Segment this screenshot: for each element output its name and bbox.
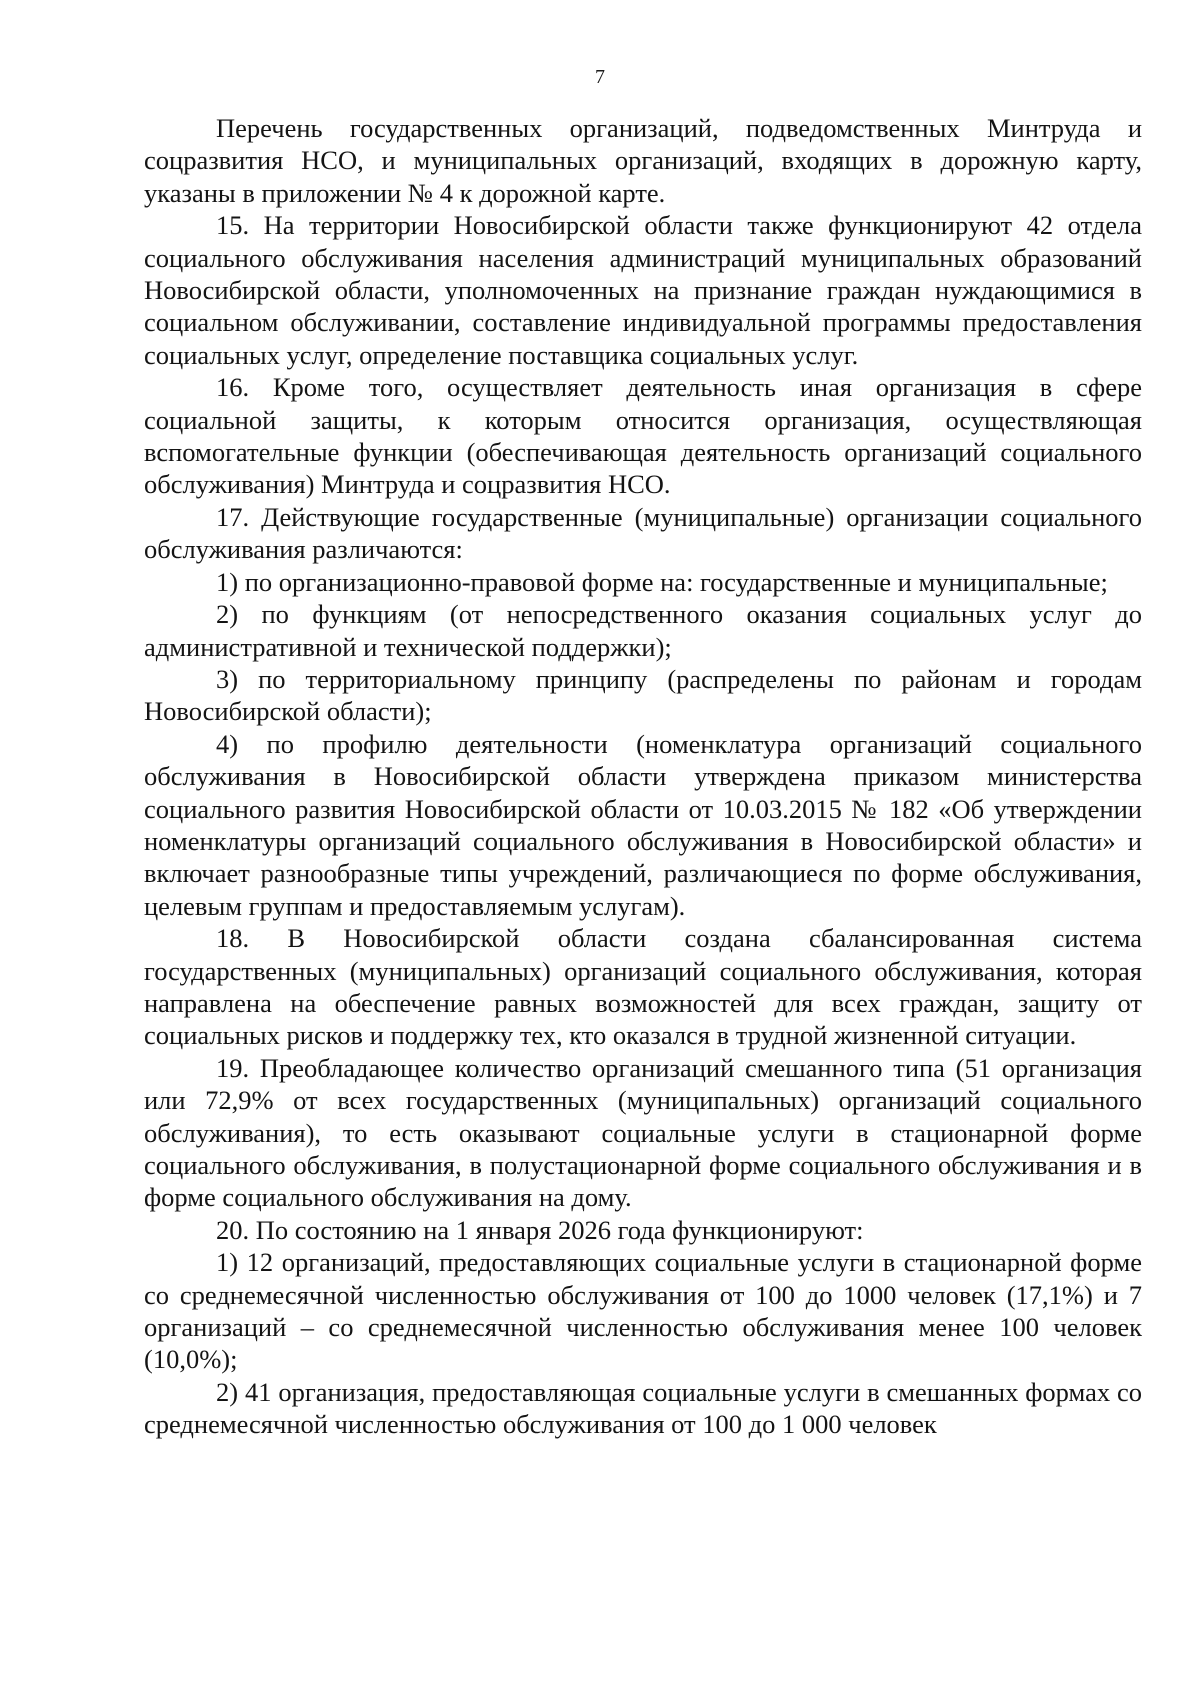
paragraph-20: 20. По состоянию на 1 января 2026 года функционируют: [216,1214,864,1245]
paragraph-18: 18. В Новосибирской области создана сбалансированная система государственных (муниципальных) организаций социального обслуживания, которая направлена на обеспечение равных возможностей для всех граждан, защиту от социальных рисков и поддержку тех, кто оказался в трудной жизненной ситуации. [144,923,1142,1051]
page-number: 7 [595,66,605,88]
paragraph-17-item-4: 4) по профилю деятельности (номенклатура организаций социального обслуживания в Новосибирской области утверждена приказом министерства социального развития Новосибирской области от 10.03.2015 № 182 «Об утверждении номенклатуры организаций социального обслуживания в Новосибирской области» и включает разнообразные типы учреждений, различающиеся по форме обслуживания, целевым группам и предоставляемым услугам). [144,728,1142,921]
paragraph-17: 17. Действующие государственные (муниципальные) организации социального обслуживания различаются: [144,501,1142,565]
document-body [144,112,1142,1441]
paragraph-list-reference: Перечень государственных организаций, подведомственных Минтруда и соцразвития НСО, и муниципальных организаций, входящих в дорожную карту, указаны в приложении № 4 к дорожной карте. [144,113,1142,208]
paragraph-17-item-3: 3) по территориальному принципу (распределены по районам и городам Новосибирской области); [144,663,1142,727]
paragraph-15: 15. На территории Новосибирской области также функционируют 42 отдела социального обслуживания населения администраций муниципальных образований Новосибирской области, уполномоченных на признание граждан нуждающимися в социальном обслуживании, составление индивидуальной программы предоставления социальных услуг, определение поставщика социальных услуг. [144,210,1142,370]
paragraph-19: 19. Преобладающее количество организаций смешанного типа (51 организация или 72,9% от всех государственных (муниципальных) организаций социального обслуживания), то есть оказывают социальные услуги в стационарной форме социального обслуживания, в полустационарной форме социального обслуживания и в форме социального обслуживания на дому. [144,1052,1142,1213]
paragraph-20-item-1: 1) 12 организаций, предоставляющих социальные услуги в стационарной форме со среднемесячной численностью обслуживания от 100 до 1000 человек (17,1%) и 7 организаций – со среднемесячной численностью обслуживания менее 100 человек (10,0%); [144,1247,1142,1375]
paragraph-20-item-2: 2) 41 организация, предоставляющая социальные услуги в смешанных формах со среднемесячной численностью обслуживания от 100 до 1 000 человек [144,1376,1142,1440]
paragraph-16: 16. Кроме того, осуществляет деятельность иная организация в сфере социальной защиты, к которым относится организация, осуществляющая вспомогательные функции (обеспечивающая деятельность организаций социального обслуживания) Минтруда и соцразвития НСО. [144,372,1142,500]
paragraph-17-item-2: 2) по функциям (от непосредственного оказания социальных услуг до административной и технической поддержки); [144,599,1142,662]
paragraph-17-item-1: 1) по организационно-правовой форме на: государственные и муниципальные; [216,566,1108,597]
